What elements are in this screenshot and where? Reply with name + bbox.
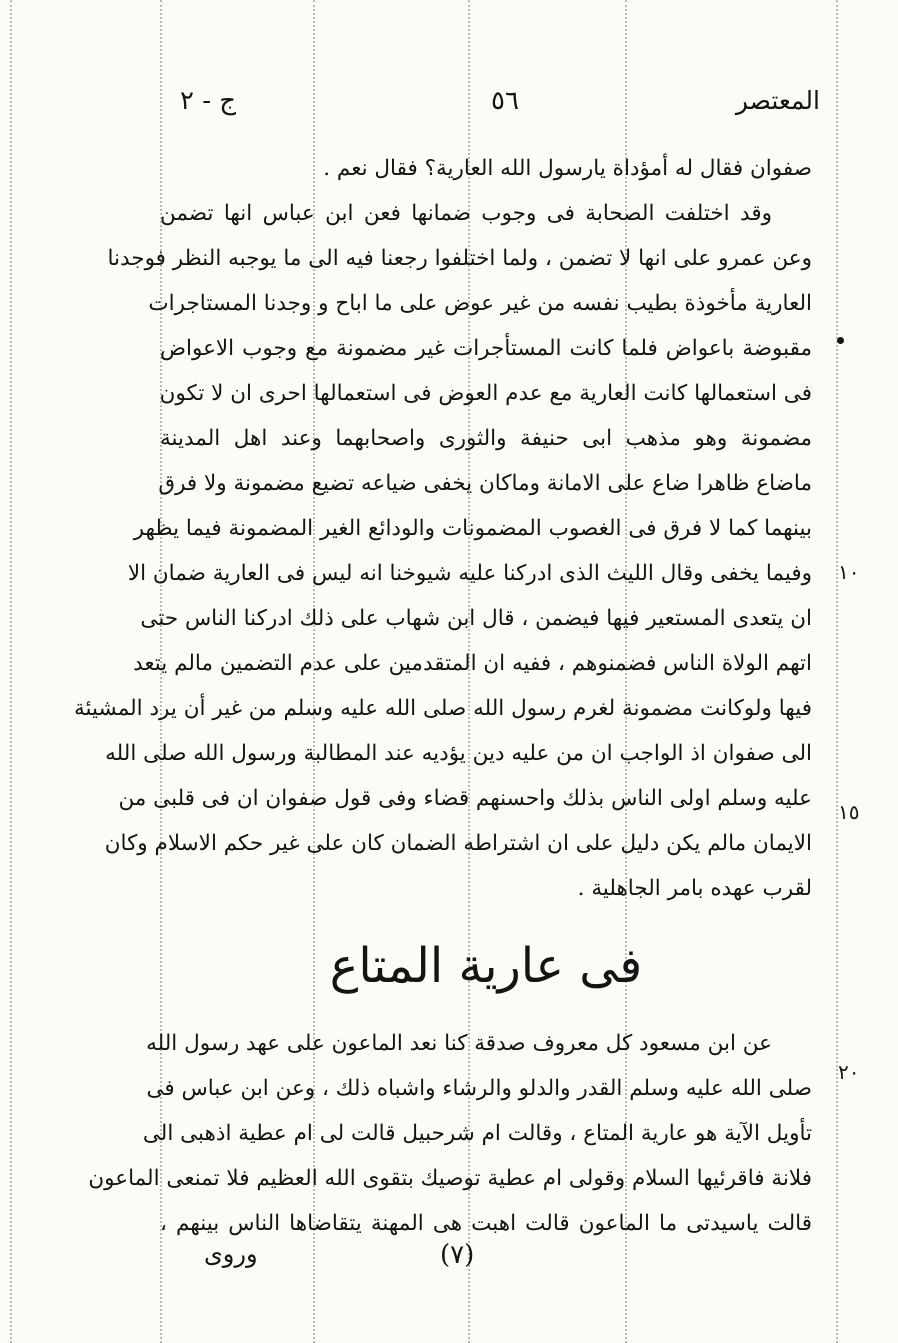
running-header bbox=[180, 86, 820, 126]
text-line: صلى الله عليه وسلم القدر والدلو والرشاء واشباه ذلك ، وعن ابن عباس فى bbox=[146, 1076, 812, 1101]
page-number: ٥٦ bbox=[491, 86, 519, 116]
line-number: ٢٠ bbox=[838, 1060, 860, 1084]
page-edge-dots bbox=[836, 0, 838, 1343]
catchword: وروى bbox=[204, 1240, 258, 1268]
text-line: عن ابن مسعود كل معروف صدقة كنا نعد الماعون على عهد رسول الله bbox=[146, 1031, 772, 1056]
text-line: تأويل الآية هو عارية المتاع ، وقالت ام شرحبيل قالت لى ام عطية اذهبى الى bbox=[142, 1121, 812, 1146]
text-line: قالت ياسيدتى ما الماعون قالت اهبت هى المهنة يتقاضاها الناس بينهم ، bbox=[160, 1211, 812, 1236]
text-line: الى صفوان اذ الواجب ان من عليه دين يؤديه عند المطالبة ورسول الله صلى الله bbox=[105, 741, 812, 766]
text-line: فيها ولوكانت مضمونة لغرم رسول الله صلى الله عليه وسلم من غير أن يرد المشيئة bbox=[74, 696, 812, 721]
section-heading: فى عارية المتاع bbox=[329, 938, 643, 994]
text-line: صفوان فقال له أمؤداة يارسول الله العارية؟ فقال نعم . bbox=[323, 156, 812, 181]
text-line: وعن عمرو على انها لا تضمن ، ولما اختلفوا رجعنا فيه الى ما يوجبه النظر فوجدنا bbox=[107, 246, 812, 271]
text-line: عليه وسلم اولى الناس بذلك واحسنهم قضاء وفى قول صفوان ان فى قلبى من bbox=[118, 786, 812, 811]
main-text bbox=[74, 146, 812, 1246]
margin-dot bbox=[837, 337, 844, 344]
signature-mark: (٧) bbox=[440, 1240, 475, 1270]
text-line: ماضاع ظاهرا ضاع على الامانة وماكان يخفى ضياعه تضيع مضمونة ولا فرق bbox=[158, 471, 812, 496]
text-line: لقرب عهده بامر الجاهلية . bbox=[577, 876, 812, 901]
line-number: ١٠ bbox=[838, 560, 860, 584]
text-line: مقبوضة باعواض فلما كانت المستأجرات غير مضمونة مع وجوب الاعواض bbox=[160, 336, 812, 361]
text-line: الايمان مالم يكن دليل على ان اشتراطه الضمان كان على غير حكم الاسلام وكان bbox=[104, 831, 812, 856]
text-line: وفيما يخفى وقال الليث الذى ادركنا عليه شيوخنا انه ليس فى العارية ضمان الا bbox=[127, 561, 812, 586]
volume-label: ج - ٢ bbox=[180, 86, 237, 116]
text-line: فى استعمالها كانت العارية مع عدم العوض فى استعمالها احرى ان لا تكون bbox=[159, 381, 812, 406]
page-footer bbox=[180, 1240, 800, 1280]
text-line: مضمونة وهو مذهب ابى حنيفة والثورى واصحابهما وعند اهل المدينة bbox=[160, 426, 812, 451]
page-edge-dots bbox=[10, 0, 12, 1343]
text-line: اتهم الولاة الناس فضمنوهم ، ففيه ان المتقدمين على عدم التضمين مالم يتعد bbox=[133, 651, 812, 676]
line-number: ١٥ bbox=[838, 800, 860, 824]
text-line: وقد اختلفت الصحابة فى وجوب ضمانها فعن ابن عباس انها تضمن bbox=[160, 201, 772, 226]
text-line: ان يتعدى المستعير فيها فيضمن ، قال ابن شهاب على ذلك ادركنا الناس حتى bbox=[140, 606, 812, 631]
book-title: المعتصر bbox=[735, 86, 820, 115]
text-line: فلانة فاقرئيها السلام وقولى ام عطية توصيك بتقوى الله العظيم فلا تمنعى الماعون bbox=[88, 1166, 812, 1191]
text-line: بينهما كما لا فرق فى الغصوب المضمونات والودائع الغير المضمونة فيما يظهر bbox=[133, 516, 812, 541]
text-line: العارية مأخوذة بطيب نفسه من غير عوض على ما اباح و وجدنا المستاجرات bbox=[148, 291, 812, 316]
